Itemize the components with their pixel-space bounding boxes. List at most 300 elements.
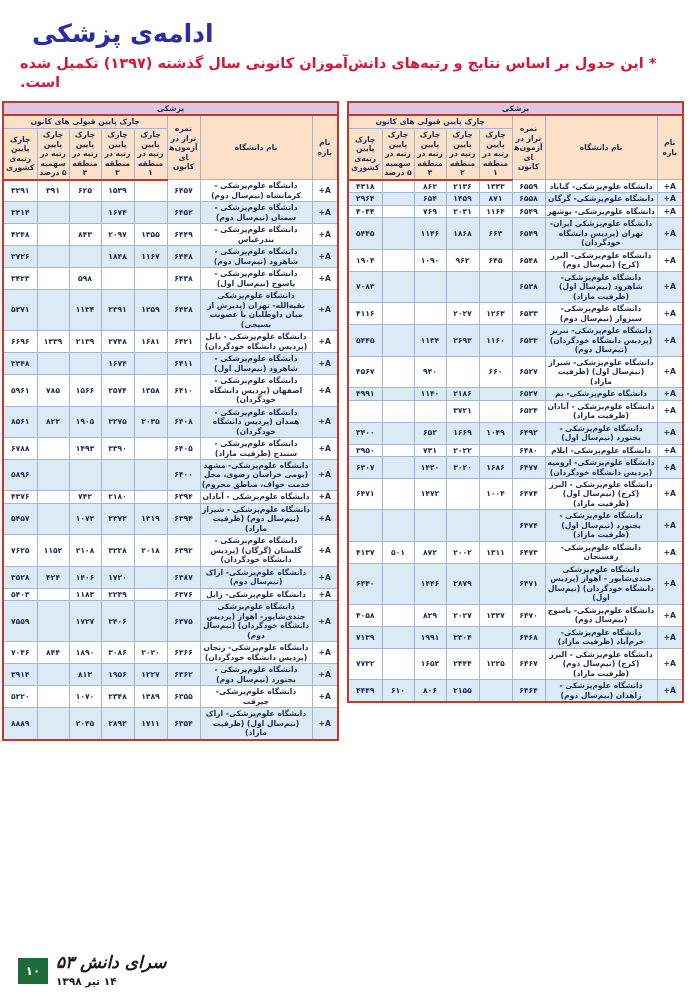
cell-region3-rank: ۱۴۹۳ [69,438,101,460]
footer-brand-name: سرای دانش ۵۳ [56,953,167,974]
table-row [348,510,683,541]
cell-region2-rank: ۲۳۹۱ [101,290,134,331]
header-region2: چارک پایین رتبه در منطقه ۲ [446,128,479,180]
cell-region1-rank: ۱۳۳۷ [479,604,512,626]
cell-region1-rank: ۲۰۲۰ [134,642,167,664]
cell-region3-rank [414,400,446,422]
cell-score: ۶۴۳۸ [167,268,200,290]
table-row [348,563,683,604]
cell-score: ۶۵۵۸ [512,193,545,205]
cell-national-rank [348,510,382,541]
cell-national-rank: ۶۳۰۷ [348,457,382,479]
cell-region3-rank: ۲۰۴۵ [69,708,101,740]
cell-quota5-rank [382,218,414,249]
cell-region3-rank: ۱۴۲۰ [414,457,446,479]
cell-region2-rank: ۳۳۹۰ [101,438,134,460]
cell-national-rank: ۷۱۳۹ [348,626,382,648]
table-row [3,686,338,708]
cell-score: ۶۴۷۷ [512,457,545,479]
cell-region2-rank: ۲۱۵۵ [446,680,479,702]
cell-national-rank: ۴۹۹۱ [348,388,382,400]
cell-field-name: A+ [657,388,683,400]
cell-field-name: A+ [657,626,683,648]
cell-score: ۶۴۴۹ [167,224,200,246]
cell-score: ۶۴۶۴ [512,680,545,702]
cell-field-name: A+ [657,205,683,217]
cell-national-rank: ۵۴۰۳ [3,588,37,600]
cell-national-rank: ۵۸۹۶ [3,460,37,491]
tables-container [6,101,686,741]
cell-region2-rank [446,478,479,509]
cell-region3-rank: ۱۵۶۶ [69,375,101,406]
cell-university-name: دانشگاه علوم‌پزشکی- گناباد [545,180,657,193]
cell-university-name: دانشگاه علوم‌پزشکی- اراک (نیم‌سال اول) (ظرفیت مازاد) [200,708,312,740]
cell-national-rank: ۴۰۴۴ [348,205,382,217]
cell-university-name: دانشگاه علوم‌پزشکی- سبزوار (نیم‌سال دوم) [545,303,657,325]
cell-quota5-rank: ۳۹۱ [37,180,69,202]
cell-region2-rank: ۳۲۲۸ [101,535,134,566]
cell-national-rank: ۴۱۱۶ [348,303,382,325]
table-row [3,535,338,566]
cell-score: ۶۴۱۱ [167,353,200,375]
cell-field-name: A+ [657,249,683,271]
cell-region3-rank: ۸۶۲ [414,180,446,193]
cell-region2-rank: ۲۱۸۰ [101,491,134,503]
cell-region1-rank: ۱۲۶۳ [479,303,512,325]
cell-score: ۶۵۳۸ [512,271,545,302]
header-quota5: چارک پایین رتبه در سهمیه ۵ درصد [37,128,69,180]
cell-university-name: دانشگاه علوم‌پزشکی- مشهد (بومی خراسان رضوی، محل خدمت خواف، مناطق محروم) [201,461,311,489]
cell-region2-rank [446,356,479,387]
cell-field-name: A+ [312,353,338,375]
cell-quota5-rank: ۸۲۲ [37,406,69,437]
header-university-name: نام دانشگاه [200,115,312,179]
cell-quota5-rank [382,205,414,217]
cell-region1-rank: ۱۳۸۹ [134,686,167,708]
cell-university-name: دانشگاه علوم‌پزشکی - بجنورد (نیم‌سال دوم) [200,664,312,686]
cell-score: ۶۵۲۴ [512,400,545,422]
cell-quota5-rank [37,224,69,246]
cell-national-rank: ۸۸۸۹ [3,708,37,740]
cell-region2-rank: ۱۴۵۹ [446,193,479,205]
cell-quota5-rank [37,353,69,375]
cell-score: ۶۴۷۳ [512,541,545,563]
cell-quota5-rank [37,601,69,642]
header-score: نمره تراز در آزمون‌های کانون [512,115,545,179]
cell-university-name: دانشگاه علوم‌پزشکی- شاهرود (نیم‌سال اول) (ظرفیت مازاد) [545,271,657,302]
cell-score: ۶۵۲۷ [512,356,545,387]
cell-region3-rank: ۸۰۶ [414,680,446,702]
cell-university-name: دانشگاه علوم‌پزشکی- تبریز (پردیس دانشگاه خودگردان) (نیم‌سال دوم) [545,325,657,356]
cell-field-name: A+ [657,680,683,702]
cell-field-name: A+ [312,664,338,686]
cell-score: ۶۴۸۰ [512,444,545,456]
header-field-name: نام بازه [312,115,338,179]
page-number-badge: ۱۰ [18,958,48,984]
table-row [348,400,683,422]
cell-region3-rank: ۱۱۳۴ [414,325,446,356]
cell-university-name: دانشگاه علوم‌پزشکی جندی‌شاپور - اهواز (پردیس دانشگاه خودگردان) (نیم‌سال اول) [545,563,657,604]
cell-national-rank: ۸۵۶۱ [3,406,37,437]
left-table-column [4,101,339,741]
cell-region2-rank: ۲۰۳۱ [446,205,479,217]
table-row [3,503,338,534]
table-row [348,422,683,444]
cell-university-name: دانشگاه علوم‌پزشکی - همدان (پردیس دانشگاه خودگردان) [200,406,312,437]
cell-region3-rank: ۶۲۵ [69,180,101,202]
cell-region1-rank: ۱۲۲۷ [134,664,167,686]
cell-region2-rank: ۲۸۷۹ [446,563,479,604]
table-row [348,626,683,648]
cell-national-rank: ۳۴۰۰ [348,422,382,444]
table-row [3,664,338,686]
table-row [3,491,338,503]
cell-region3-rank: ۱۱۴۰ [414,388,446,400]
cell-region1-rank [134,180,167,202]
table-row [3,460,338,491]
cell-region3-rank: ۱۰۷۳ [69,503,101,534]
cell-score: ۶۴۵۷ [167,180,200,202]
cell-university-name: دانشگاه علوم‌پزشکی- زنجان (پردیس دانشگاه خودگردان) [200,642,312,664]
cell-national-rank: ۱۹۰۴ [348,249,382,271]
table-row [348,193,683,205]
cell-field-name: A+ [312,460,338,491]
cell-score: ۶۴۰۰ [167,460,200,491]
cell-region1-rank: ۶۶۳ [479,218,512,249]
cell-quota5-rank [382,604,414,626]
cell-national-rank: ۶۷۸۸ [3,438,37,460]
cell-field-name: A+ [657,218,683,249]
cell-region1-rank: ۶۶۰ [479,356,512,387]
table-row [3,375,338,406]
cell-field-name: A+ [312,535,338,566]
header-group-row [3,115,338,128]
cell-quota5-rank: ۴۲۴ [37,566,69,588]
cell-score: ۶۳۹۴ [167,491,200,503]
cell-quota5-rank [37,491,69,503]
table-row [3,353,338,375]
cell-region3-rank: ۸۲۹ [414,604,446,626]
cell-field-name: A+ [657,180,683,193]
cell-national-rank: ۳۳۴۸ [3,353,37,375]
cell-region3-rank: ۸۷۲ [414,541,446,563]
cell-region2-rank: ۲۱۳۶ [446,180,479,193]
cell-region3-rank [414,271,446,302]
cell-field-name: A+ [657,478,683,509]
cell-region1-rank [479,626,512,648]
cell-region2-rank: ۱۶۶۹ [446,422,479,444]
table-row [348,388,683,400]
table-row [3,331,338,353]
cell-score: ۶۵۳۳ [512,303,545,325]
cell-university-name: دانشگاه علوم‌پزشکی- ایلام [545,444,657,456]
cell-quota5-rank [382,648,414,679]
cell-national-rank: ۵۴۵۷ [3,503,37,534]
cell-quota5-rank [382,422,414,444]
cell-quota5-rank [37,686,69,708]
cell-region1-rank [134,202,167,224]
cell-region2-rank: ۱۷۲۰ [101,566,134,588]
cell-quota5-rank [382,510,414,541]
cell-national-rank: ۴۴۴۹ [348,680,382,702]
cell-quota5-rank [37,246,69,268]
cell-quota5-rank: ۱۱۵۲ [37,535,69,566]
cell-university-name: دانشگاه علوم‌پزشکی- جیرفت [200,686,312,708]
cell-national-rank: ۵۹۶۱ [3,375,37,406]
cell-region2-rank: ۱۸۴۸ [101,246,134,268]
cell-region2-rank: ۲۶۹۳ [446,325,479,356]
cell-university-name: دانشگاه علوم‌پزشکی جندی‌شاپور- اهواز (پردیس دانشگاه خودگردان) (نیم‌سال دوم) [200,601,312,642]
cell-region3-rank [414,510,446,541]
cell-national-rank: ۳۹۵۰ [348,444,382,456]
cell-region2-rank: ۱۶۷۴ [101,353,134,375]
cell-university-name: دانشگاه علوم‌پزشکی - یاسوج (نیم‌سال اول) [200,268,312,290]
right-table-body [348,180,683,702]
cell-score: ۶۴۱۰ [167,375,200,406]
cell-university-name: دانشگاه علوم‌پزشکی- یاسوج (نیم‌سال دوم) [545,604,657,626]
cell-quota5-rank [382,303,414,325]
cell-region1-rank [134,491,167,503]
cell-score: ۶۵۴۹ [512,218,545,249]
cell-region2-rank: ۲۰۲۷ [446,604,479,626]
cell-university-name: دانشگاه علوم‌پزشکی - بجنورد (نیم‌سال اول) [545,422,657,444]
cell-score: ۶۴۷۱ [512,563,545,604]
cell-region2-rank: ۲۵۷۴ [101,375,134,406]
cell-region2-rank: ۱۵۳۹ [101,180,134,202]
cell-quota5-rank [382,478,414,509]
table-row [3,180,338,202]
cell-region1-rank: ۱۱۶۰ [479,325,512,356]
cell-region2-rank: ۲۷۴۸ [101,331,134,353]
cell-university-name: دانشگاه علوم‌پزشکی - البرز (کرج) (نیم‌سال دوم) (ظرفیت مازاد) [545,648,657,679]
cell-national-rank: ۷۵۵۹ [3,601,37,642]
table-row [348,604,683,626]
cell-national-rank: ۴۱۳۷ [348,541,382,563]
cell-region3-rank: ۷۳۱ [414,444,446,456]
table-banner-label: پزشکی [3,102,338,115]
cell-university-name: دانشگاه علوم‌پزشکی- شیراز (نیم‌سال اول) (ظرفیت مازاد) [545,356,657,387]
cell-region1-rank [134,438,167,460]
cell-region2-rank: ۲۱۸۶ [446,388,479,400]
cell-region1-rank [479,400,512,422]
cell-region1-rank: ۱۱۶۴ [479,205,512,217]
table-row [348,457,683,479]
cell-region3-rank [69,460,101,491]
cell-region2-rank: ۲۲۴۹ [101,588,134,600]
cell-score: ۶۴۰۵ [167,438,200,460]
header-group-label: چارک پایین قبولی های کانون [3,115,167,128]
cell-national-rank: ۵۴۴۵ [348,218,382,249]
cell-quota5-rank: ۷۸۵ [37,375,69,406]
table-row [348,205,683,217]
header-region3: چارک پایین رتبه در منطقه ۳ [69,128,101,180]
cell-quota5-rank [382,444,414,456]
cell-university-name: دانشگاه علوم‌پزشکی - شاهرود (نیم‌سال دوم) [200,246,312,268]
cell-region2-rank: ۲۸۹۲ [101,708,134,740]
cell-region3-rank: ۶۵۴ [414,193,446,205]
cell-region2-rank: ۲۰۰۲ [446,541,479,563]
cell-region1-rank [479,563,512,604]
header-university-name: نام دانشگاه [545,115,657,179]
table-row [348,648,683,679]
table-row [348,478,683,509]
cell-score: ۶۴۷۴ [512,510,545,541]
cell-university-name: دانشگاه علوم‌پزشکی - شاهرود (نیم‌سال اول) [200,353,312,375]
cell-score: ۶۴۰۸ [167,406,200,437]
table-row [348,325,683,356]
cell-national-rank [348,400,382,422]
cell-region2-rank [446,271,479,302]
table-row [3,642,338,664]
cell-quota5-rank [37,460,69,491]
table-row [3,290,338,331]
cell-field-name: A+ [657,271,683,302]
footer-date: ۱۴ تیر ۱۳۹۸ [56,975,117,988]
cell-university-name: دانشگاه علوم‌پزشکی - زاهدان (نیم‌سال دوم) [545,680,657,702]
cell-score: ۶۳۸۷ [167,566,200,588]
cell-quota5-rank: ۸۴۴ [37,642,69,664]
table-row [3,588,338,600]
cell-university-name: دانشگاه علوم‌پزشکی - آبادان [200,491,312,503]
cell-national-rank: ۳۵۲۸ [3,566,37,588]
cell-score: ۶۴۲۸ [167,290,200,331]
cell-quota5-rank [382,271,414,302]
cell-region3-rank [69,353,101,375]
cell-region2-rank: ۱۸۶۸ [446,218,479,249]
cell-field-name: A+ [312,503,338,534]
cell-field-name: A+ [312,642,338,664]
table-row [348,680,683,702]
table-row [3,566,338,588]
cell-national-rank: ۷۰۸۳ [348,271,382,302]
cell-region2-rank: ۳۰۲۰ [446,457,479,479]
cell-region2-rank: ۲۳۷۲ [101,503,134,534]
cell-university-name: دانشگاه علوم‌پزشکی- البرز (کرج) (نیم‌سال دوم) [545,249,657,271]
cell-quota5-rank [382,563,414,604]
cell-score: ۶۵۳۳ [512,325,545,356]
cell-field-name: A+ [312,566,338,588]
cell-university-name: دانشگاه علوم‌پزشکی- اراک (نیم‌سال دوم) [200,566,312,588]
cell-region1-rank: ۱۳۱۹ [134,503,167,534]
page-title: ادامه‌ی پزشکی [32,19,214,48]
cell-score: ۶۴۴۸ [167,246,200,268]
cell-field-name: A+ [312,686,338,708]
cell-national-rank: ۶۴۴۰ [348,563,382,604]
cell-field-name: A+ [657,648,683,679]
cell-field-name: A+ [657,541,683,563]
cell-national-rank: ۳۹۱۴ [3,664,37,686]
right-table-column [349,101,684,741]
cell-field-name: A+ [312,268,338,290]
cell-region3-rank: ۱۰۹۰ [414,249,446,271]
header-region1: چارک پایین رتبه در منطقه ۱ [134,128,167,180]
cell-region3-rank [414,303,446,325]
cell-field-name: A+ [312,290,338,331]
cell-region1-rank: ۱۱۶۷ [134,246,167,268]
cell-field-name: A+ [312,438,338,460]
cell-quota5-rank: ۱۳۳۹ [37,331,69,353]
cell-university-name: دانشگاه علوم‌پزشکی- خرم‌آباد (ظرفیت مازاد) [545,626,657,648]
cell-region2-rank: ۳۴۰۶ [101,601,134,642]
cell-region3-rank: ۱۹۰۵ [69,406,101,437]
cell-score: ۶۵۴۹ [512,205,545,217]
cell-region1-rank: ۲۰۱۸ [134,535,167,566]
cell-region3-rank: ۱۰۷۰ [69,686,101,708]
cell-university-name: دانشگاه علوم‌پزشکی - بابل (پردیس دانشگاه خودگردان) [200,331,312,353]
cell-national-rank: ۶۴۷۱ [348,478,382,509]
cell-region3-rank: ۱۸۹۰ [69,642,101,664]
cell-region1-rank: ۱۳۳۳ [479,180,512,193]
cell-score: ۶۳۹۴ [167,503,200,534]
cell-quota5-rank: ۶۱۰ [382,680,414,702]
cell-university-name: دانشگاه علوم‌پزشکی - بندرعباس [200,224,312,246]
cell-region1-rank [134,460,167,491]
cell-score: ۶۵۵۹ [512,180,545,193]
cell-national-rank: ۷۰۴۶ [3,642,37,664]
cell-region3-rank: ۵۹۸ [69,268,101,290]
cell-quota5-rank [382,325,414,356]
cell-national-rank: ۴۳۱۸ [348,180,382,193]
table-row [3,406,338,437]
table-row [348,180,683,193]
cell-region1-rank [479,510,512,541]
cell-region3-rank: ۱۱۸۳ [69,588,101,600]
footer-brand-block [56,954,166,988]
cell-region2-rank: ۲۴۴۴ [446,648,479,679]
cell-field-name: A+ [312,246,338,268]
cell-university-name: دانشگاه علوم‌پزشکی- ارومیه (پردیس دانشگاه خودگردان) [545,457,657,479]
cell-region1-rank: ۱۲۲۵ [479,648,512,679]
cell-score: ۶۵۲۷ [512,388,545,400]
cell-field-name: A+ [312,491,338,503]
cell-score: ۶۵۴۸ [512,249,545,271]
header-quota5: چارک پایین رتبه در سهمیه ۵ درصد [382,128,414,180]
cell-region1-rank: ۱۲۵۹ [134,290,167,331]
cell-field-name: A+ [657,604,683,626]
cell-region1-rank: ۱۷۱۱ [134,708,167,740]
cell-region3-rank: ۱۴۴۶ [414,563,446,604]
cell-university-name: دانشگاه علوم‌پزشکی - آبادان (ظرفیت مازاد) [545,400,657,422]
cell-region3-rank: ۹۴۰ [414,356,446,387]
cell-field-name: A+ [657,303,683,325]
cell-score: ۶۴۹۲ [512,422,545,444]
cell-region3-rank [69,246,101,268]
cell-region2-rank [101,460,134,491]
cell-university-name: دانشگاه علوم‌پزشکی- رفسنجان [545,541,657,563]
cell-quota5-rank [382,400,414,422]
cell-national-rank: ۴۰۵۸ [348,604,382,626]
cell-quota5-rank [382,457,414,479]
cell-quota5-rank [382,180,414,193]
header-national: چارک پایین رتبه‌ی کشوری [348,128,382,180]
table-row [3,268,338,290]
cell-region1-rank [479,388,512,400]
cell-region1-rank: ۸۷۱ [479,193,512,205]
cell-score: ۶۳۹۲ [167,535,200,566]
cell-university-name: دانشگاه علوم‌پزشکی - بجنورد (نیم‌سال اول) (ظرفیت مازاد) [545,510,657,541]
cell-region3-rank: ۱۹۹۱ [414,626,446,648]
table-row [348,541,683,563]
header-field-name: نام بازه [657,115,683,179]
cell-region1-rank: ۶۴۵ [479,249,512,271]
cell-national-rank: ۲۹۶۴ [348,193,382,205]
cell-region1-rank: ۱۳۵۵ [134,224,167,246]
cell-region3-rank: ۱۷۲۷ [69,601,101,642]
table-row [3,224,338,246]
cell-region1-rank: ۲۰۳۵ [134,406,167,437]
table-row [3,202,338,224]
cell-university-name: دانشگاه علوم‌پزشکی- بم [545,388,657,400]
